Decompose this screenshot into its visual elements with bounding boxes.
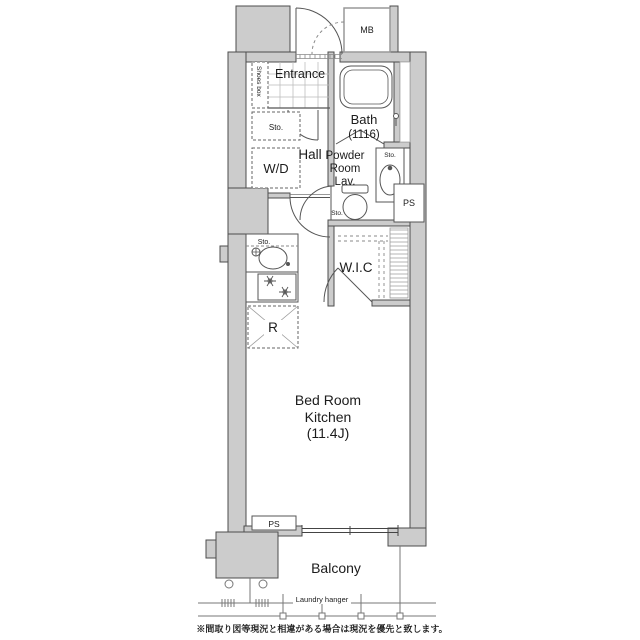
bedroom-door-arc [290, 197, 330, 237]
wall-bottom-block [216, 532, 278, 578]
toilet-bowl [343, 195, 367, 220]
shoes-box-label: Shoes box [255, 66, 262, 97]
storage-toilet-label: Sto. [331, 210, 343, 217]
wic-shelf [390, 228, 408, 298]
pipe-space-bottom-label: PS [268, 519, 280, 529]
wall-top-left-block [236, 6, 290, 52]
laundry-hanger-label: Laundry hanger [295, 595, 349, 604]
wall-hall-wic [328, 220, 334, 306]
washbasin-faucet [388, 166, 392, 170]
kitchen-sink [259, 247, 287, 269]
kitchen-stove [258, 274, 296, 300]
entrance-label: Entrance [274, 67, 326, 81]
wall-left-thick [228, 188, 268, 234]
drain-circle [259, 580, 267, 588]
pipe-space-right-label: PS [402, 198, 416, 208]
wall-wic-bottom [372, 300, 410, 306]
storage-kitchen-label: Sto. [257, 239, 271, 246]
railing-post-base [397, 613, 403, 619]
bath-label: Bath [350, 112, 378, 127]
powder-room-label-3: Lav. [334, 176, 356, 188]
wall-left [228, 52, 246, 532]
bedroom-label-2: Kitchen [304, 409, 352, 425]
entrance-threshold [296, 55, 342, 59]
storage-basin-label: Sto. [384, 152, 396, 159]
refrigerator-label: R [268, 320, 278, 335]
wall-right-foot [388, 528, 426, 546]
wall-mb-stub [390, 6, 398, 52]
bathtub-inner [344, 70, 388, 104]
bath-size-label: (1116) [348, 129, 380, 141]
balcony-label: Balcony [311, 560, 361, 576]
hall-label: Hall [298, 147, 322, 162]
entrance-door-arc [296, 8, 342, 54]
wall-bottom-tab [206, 540, 216, 558]
bedroom-label-1: Bed Room [294, 392, 362, 408]
kitchen-drain [287, 263, 290, 266]
balcony-window [302, 525, 398, 536]
wic-label: W.I.C [339, 260, 373, 275]
powder-room-label-1: Powder [325, 150, 365, 162]
wall-hall-bedroom-stub [268, 193, 290, 198]
meter-box-label: MB [360, 25, 374, 35]
drain-circle [225, 580, 233, 588]
shower-icon [394, 114, 399, 119]
wall-right [410, 52, 426, 532]
powder-door-arc [300, 186, 334, 220]
wall-bath-powder [384, 142, 410, 148]
powder-room-label-2: Room [329, 163, 361, 175]
wall-bath-right [394, 62, 400, 142]
bedroom-label-3: (11.4J) [306, 425, 350, 441]
washer-dryer-label: W/D [263, 161, 289, 176]
bath-side-shaft [400, 62, 410, 142]
railing-post-base [319, 613, 325, 619]
disclaimer-note: ※間取り図等現況と相違がある場合は現況を優先と致します。 [196, 624, 448, 634]
wall-left-bump [220, 246, 228, 262]
railing-post-base [358, 613, 364, 619]
storage-entry-label: Sto. [268, 123, 284, 132]
railing-post-base [280, 613, 286, 619]
